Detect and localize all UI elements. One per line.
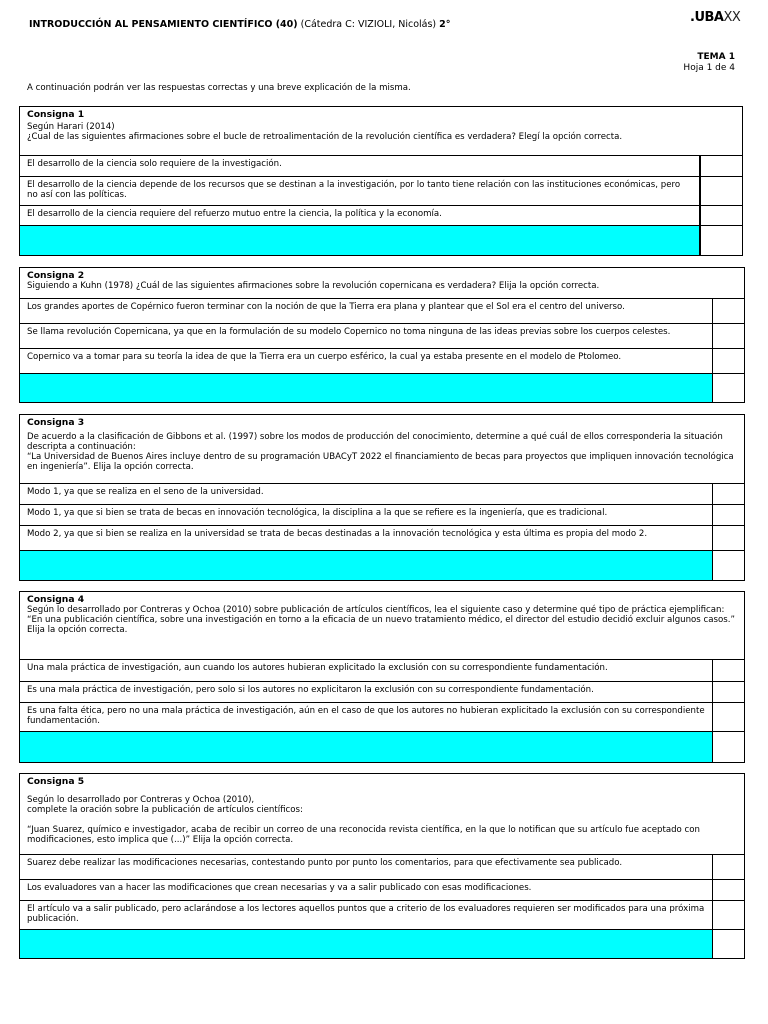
answer-box[interactable] bbox=[713, 732, 744, 762]
question-line: ¿Cual de las siguientes afirmaciones sobre el bucle de retroalimentación de la revolución científica es verdadera? Elegí la opción correcta. bbox=[27, 132, 623, 142]
option-row[interactable] bbox=[20, 349, 744, 374]
question-header bbox=[20, 592, 744, 660]
option-text: Los grandes aportes de Copérnico fueron terminar con la noción de que la Tierra era plana y plantear que el Sol era el centro del universo. bbox=[20, 299, 713, 323]
option-answer-box[interactable] bbox=[713, 526, 744, 550]
question-line: Según Harari (2014) bbox=[27, 122, 115, 132]
consigna-2 bbox=[19, 267, 745, 403]
option-answer-box[interactable] bbox=[713, 682, 744, 702]
option-text: El artículo va a salir publicado, pero aclarándose a los lectores aquellos puntos que a criterio de los evaluadores requieren ser modificados para una próxima publicación. bbox=[20, 901, 713, 929]
option-text: Los evaluadores van a hacer las modificaciones que crean necesarias y va a salir publicado con esas modificaciones. bbox=[20, 880, 713, 900]
answer-row[interactable] bbox=[20, 551, 744, 580]
answer-box[interactable] bbox=[701, 226, 742, 255]
option-answer-box[interactable] bbox=[713, 855, 744, 879]
question-title: Consigna 1 bbox=[27, 109, 85, 120]
option-text: Modo 2, ya que si bien se realiza en la universidad se trata de becas destinadas a la innovación tecnológica y esta última es propia del modo 2. bbox=[20, 526, 713, 550]
course-title-suffix: 2° bbox=[439, 19, 451, 30]
answer-highlight bbox=[20, 374, 713, 402]
answer-row[interactable] bbox=[20, 930, 744, 958]
question-line: Siguiendo a Kuhn (1978) ¿Cuál de las siguientes afirmaciones sobre la revolución copernicana es verdadera? Elija la opción correcta. bbox=[27, 281, 600, 291]
option-text: El desarrollo de la ciencia solo requiere de la investigación. bbox=[20, 156, 701, 176]
option-text: El desarrollo de la ciencia requiere del refuerzo mutuo entre la ciencia, la política y la economía. bbox=[20, 206, 701, 225]
question-title: Consigna 2 bbox=[27, 270, 85, 281]
question-header bbox=[20, 107, 742, 156]
consigna-5 bbox=[19, 773, 745, 959]
option-text: Es una mala práctica de investigación, pero solo si los autores no explicitaron la exclusión con su correspondiente fundamentación. bbox=[20, 682, 713, 702]
question-line: complete la oración sobre la publicación de artículos científicos: bbox=[27, 805, 303, 815]
option-text: Copernico va a tomar para su teoría la idea de que la Tierra era un cuerpo esférico, la cual ya estaba presente en el modelo de Ptolomeo. bbox=[20, 349, 713, 373]
option-row[interactable] bbox=[20, 855, 744, 880]
answer-highlight bbox=[20, 732, 713, 762]
question-header bbox=[20, 415, 744, 484]
option-row[interactable] bbox=[20, 660, 744, 682]
option-text: Es una falta ética, pero no una mala práctica de investigación, aún en el caso de que los autores no hubieran explicitado la exclusión con su correspondiente fundamentación. bbox=[20, 703, 713, 731]
question-line: “En una publicación científica, sobre una investigación en torno a la eficacia de un nuevo tratamiento médico, el director del estudio decidió excluir algunos casos.” bbox=[27, 615, 735, 625]
answer-row[interactable] bbox=[20, 226, 742, 255]
question-line: De acuerdo a la clasificación de Gibbons et al. (1997) sobre los modos de producción del conocimiento, determine a qué cuál de ellos corresponderia la situación descripta a continuación: bbox=[27, 432, 723, 452]
option-row[interactable] bbox=[20, 206, 742, 226]
option-answer-box[interactable] bbox=[713, 703, 744, 731]
option-answer-box[interactable] bbox=[713, 880, 744, 900]
option-text: Modo 1, ya que se realiza en el seno de la universidad. bbox=[20, 484, 713, 504]
option-answer-box[interactable] bbox=[713, 299, 744, 323]
course-title-chair: (Cátedra C: VIZIOLI, Nicolás) bbox=[297, 19, 440, 30]
question-title: Consigna 3 bbox=[27, 417, 85, 428]
question-title: Consigna 4 bbox=[27, 594, 85, 605]
option-text: El desarrollo de la ciencia depende de los recursos que se destinan a la investigación, por lo tanto tiene relación con las instituciones económicas, pero no así con las políticas. bbox=[20, 177, 701, 205]
uba-logo bbox=[690, 10, 740, 25]
option-answer-box[interactable] bbox=[701, 156, 742, 176]
option-row[interactable] bbox=[20, 703, 744, 732]
option-answer-box[interactable] bbox=[713, 660, 744, 681]
uba-logo-main: .UBA bbox=[690, 10, 724, 25]
option-answer-box[interactable] bbox=[713, 505, 744, 525]
option-row[interactable] bbox=[20, 505, 744, 526]
option-row[interactable] bbox=[20, 484, 744, 505]
course-title bbox=[29, 19, 451, 30]
option-answer-box[interactable] bbox=[713, 324, 744, 348]
consigna-3 bbox=[19, 414, 745, 581]
consigna-4 bbox=[19, 591, 745, 763]
question-line: Elija la opción correcta. bbox=[27, 625, 128, 635]
uba-logo-suffix: XX bbox=[723, 10, 741, 25]
option-row[interactable] bbox=[20, 682, 744, 703]
option-text: Se llama revolución Copernicana, ya que en la formulación de su modelo Copernico no toma ninguna de las ideas previas sobre los cuerpos celestes. bbox=[20, 324, 713, 348]
answer-highlight bbox=[20, 226, 701, 255]
question-line: Según lo desarrollado por Contreras y Ochoa (2010), bbox=[27, 795, 255, 805]
question-line: Según lo desarrollado por Contreras y Ochoa (2010) sobre publicación de artículos científicos, lea el siguiente caso y determine qué tipo de práctica ejemplifican: bbox=[27, 605, 725, 615]
question-header bbox=[20, 774, 744, 855]
answer-box[interactable] bbox=[713, 551, 744, 580]
option-answer-box[interactable] bbox=[713, 484, 744, 504]
answer-highlight bbox=[20, 551, 713, 580]
tema-label: TEMA 1 bbox=[697, 52, 735, 62]
consigna-1 bbox=[19, 106, 743, 256]
option-text: Suarez debe realizar las modificaciones necesarias, contestando punto por punto los comentarios, para que efectivamente sea publicado. bbox=[20, 855, 713, 879]
option-text: Modo 1, ya que si bien se trata de becas en innovación tecnológica, la disciplina a la que se refiere es la ingeniería, que es tradicional. bbox=[20, 505, 713, 525]
answer-box[interactable] bbox=[713, 930, 744, 958]
question-header bbox=[20, 268, 744, 299]
option-row[interactable] bbox=[20, 901, 744, 930]
option-row[interactable] bbox=[20, 526, 744, 551]
question-line: “La Universidad de Buenos Aires incluye dentro de su programación UBACyT 2022 el financiamiento de becas para proyectos que impliquen innovación tecnológica en ingeniería”. Elija la opción correcta. bbox=[27, 452, 734, 472]
option-text: Una mala práctica de investigación, aun cuando los autores hubieran explicitado la exclusión con su correspondiente fundamentación. bbox=[20, 660, 713, 681]
option-row[interactable] bbox=[20, 880, 744, 901]
page-indicator: Hoja 1 de 4 bbox=[683, 63, 735, 73]
option-row[interactable] bbox=[20, 324, 744, 349]
question-title: Consigna 5 bbox=[27, 776, 85, 787]
intro-text: A continuación podrán ver las respuestas correctas y una breve explicación de la misma. bbox=[27, 83, 411, 93]
answer-row[interactable] bbox=[20, 374, 744, 402]
answer-highlight bbox=[20, 930, 713, 958]
option-row[interactable] bbox=[20, 299, 744, 324]
answer-box[interactable] bbox=[713, 374, 744, 402]
option-row[interactable] bbox=[20, 156, 742, 177]
option-answer-box[interactable] bbox=[713, 349, 744, 373]
answer-row[interactable] bbox=[20, 732, 744, 762]
option-answer-box[interactable] bbox=[701, 206, 742, 225]
option-row[interactable] bbox=[20, 177, 742, 206]
question-line: “Juan Suarez, químico e investigador, acaba de recibir un correo de una reconocida revista científica, en la que lo notifican que su artículo fue aceptado con modificaciones, esto implica que (...)” Elija la opción correcta. bbox=[27, 825, 700, 845]
option-answer-box[interactable] bbox=[701, 177, 742, 205]
option-answer-box[interactable] bbox=[713, 901, 744, 929]
course-title-bold: INTRODUCCIÓN AL PENSAMIENTO CIENTÍFICO (40) bbox=[29, 19, 298, 30]
